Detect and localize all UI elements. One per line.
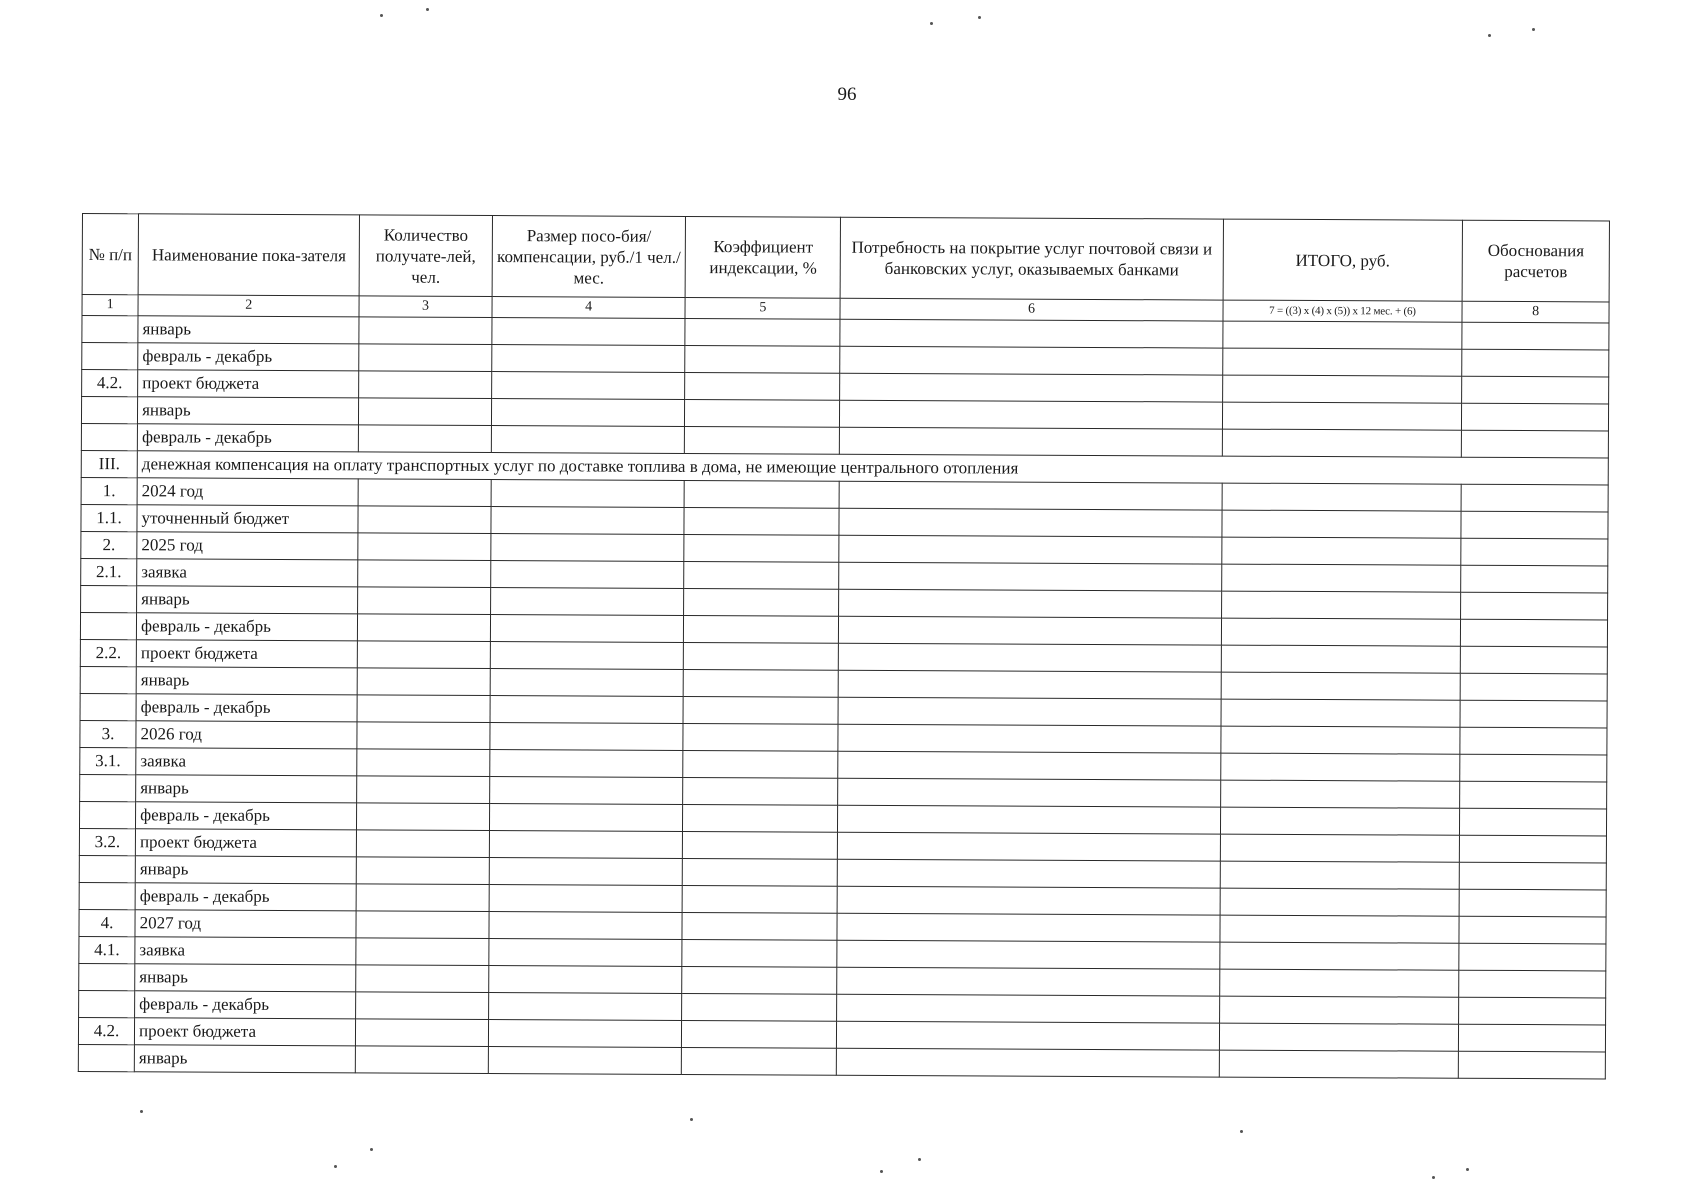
row-name: январь <box>135 856 356 884</box>
cell-recipients <box>356 911 489 939</box>
cell-total <box>1222 348 1462 376</box>
row-name: январь <box>138 316 359 344</box>
cell-recipients <box>357 749 490 777</box>
cell-recipients <box>356 1046 489 1074</box>
header-row <box>82 214 1609 302</box>
cell-services-need <box>839 481 1221 510</box>
cell-justification <box>1459 862 1606 890</box>
cell-index-coefficient <box>682 1047 837 1075</box>
row-number <box>80 693 136 720</box>
cell-index-coefficient <box>683 831 838 859</box>
cell-amount <box>491 372 685 400</box>
cell-index-coefficient <box>682 1020 837 1048</box>
cell-services-need <box>838 805 1220 834</box>
cell-recipients <box>359 425 492 453</box>
row-name: январь <box>134 1045 355 1073</box>
cell-recipients <box>357 695 490 723</box>
cell-recipients <box>359 371 492 399</box>
cell-recipients <box>359 398 492 426</box>
cell-amount <box>490 722 684 750</box>
cell-justification <box>1461 484 1608 512</box>
cell-recipients <box>357 776 490 804</box>
cell-services-need <box>838 778 1220 807</box>
scan-speck <box>918 1158 921 1161</box>
cell-justification <box>1460 754 1607 782</box>
header-name: Наименование пока-зателя <box>138 214 360 296</box>
cell-services-need <box>837 913 1219 942</box>
cell-total <box>1221 591 1461 619</box>
table-body-before-section <box>81 316 1609 458</box>
row-name: февраль - декабрь <box>137 424 358 452</box>
header-num: № п/п <box>82 214 138 295</box>
column-number: 4 <box>492 297 686 319</box>
row-name: февраль - декабрь <box>135 883 356 911</box>
column-number: 6 <box>840 298 1222 321</box>
row-number <box>80 774 136 801</box>
cell-justification <box>1460 673 1607 701</box>
header-index-coefficient: Коэффициент индексации, % <box>686 216 841 298</box>
cell-total <box>1219 1023 1459 1051</box>
cell-index-coefficient <box>685 345 840 373</box>
cell-index-coefficient <box>683 723 838 751</box>
cell-total <box>1221 618 1461 646</box>
row-name: заявка <box>137 559 358 587</box>
budget-table-container <box>78 213 1610 1079</box>
cell-total <box>1219 969 1459 997</box>
cell-total <box>1222 483 1462 511</box>
cell-index-coefficient <box>684 561 839 589</box>
scan-speck <box>1240 1130 1243 1133</box>
cell-justification <box>1462 403 1609 431</box>
cell-justification <box>1459 889 1606 917</box>
cell-total <box>1220 726 1460 754</box>
cell-index-coefficient <box>683 696 838 724</box>
cell-total <box>1222 429 1462 457</box>
cell-amount <box>489 803 683 831</box>
cell-services-need <box>840 373 1222 402</box>
cell-amount <box>490 749 684 777</box>
cell-justification <box>1460 835 1607 863</box>
row-number <box>79 882 135 909</box>
row-name: проект бюджета <box>136 640 357 668</box>
row-name: 2024 год <box>137 478 358 506</box>
cell-total <box>1219 996 1459 1024</box>
cell-index-coefficient <box>683 858 838 886</box>
cell-justification <box>1461 430 1608 458</box>
cell-total <box>1220 888 1460 916</box>
scan-speck <box>1432 1176 1435 1179</box>
cell-services-need <box>839 562 1221 591</box>
row-number <box>79 855 135 882</box>
scan-speck <box>426 8 429 11</box>
row-number <box>82 316 138 343</box>
row-name: январь <box>138 397 359 425</box>
row-number: 4.2. <box>78 1017 134 1044</box>
cell-total <box>1219 1050 1459 1078</box>
cell-amount <box>490 615 684 643</box>
row-name: январь <box>135 964 356 992</box>
cell-recipients <box>358 641 491 669</box>
row-number: 4.1. <box>79 936 135 963</box>
cell-services-need <box>838 832 1220 861</box>
column-number: 5 <box>685 297 840 319</box>
cell-recipients <box>358 506 491 534</box>
row-name: проект бюджета <box>134 1018 355 1046</box>
cell-justification <box>1461 538 1608 566</box>
cell-total <box>1222 375 1462 403</box>
scan-speck <box>930 22 933 25</box>
header-amount: Размер посо-бия/компенсации, руб./1 чел./мес. <box>492 216 686 298</box>
cell-index-coefficient <box>682 993 837 1021</box>
cell-total <box>1221 672 1461 700</box>
cell-justification <box>1459 1024 1606 1052</box>
cell-index-coefficient <box>682 966 837 994</box>
cell-recipients <box>357 722 490 750</box>
scan-speck <box>880 1170 883 1173</box>
cell-services-need <box>840 427 1222 456</box>
cell-justification <box>1461 592 1608 620</box>
cell-recipients <box>356 992 489 1020</box>
cell-justification <box>1460 727 1607 755</box>
row-name: февраль - декабрь <box>136 802 357 830</box>
cell-total <box>1219 942 1459 970</box>
cell-amount <box>490 561 684 589</box>
cell-amount <box>491 426 685 454</box>
cell-amount <box>488 1019 682 1047</box>
scan-speck <box>978 16 981 19</box>
cell-services-need <box>838 724 1220 753</box>
cell-recipients <box>359 317 492 345</box>
row-name: проект бюджета <box>135 829 356 857</box>
cell-recipients <box>358 560 491 588</box>
cell-recipients <box>358 614 491 642</box>
scan-speck <box>1466 1168 1469 1171</box>
cell-services-need <box>837 1021 1219 1050</box>
cell-services-need <box>839 643 1221 672</box>
cell-index-coefficient <box>682 912 837 940</box>
cell-index-coefficient <box>683 885 838 913</box>
cell-services-need <box>839 508 1221 537</box>
cell-recipients <box>357 668 490 696</box>
row-name: заявка <box>136 748 357 776</box>
row-name: уточненный бюджет <box>137 505 358 533</box>
row-number <box>79 963 135 990</box>
cell-index-coefficient <box>682 939 837 967</box>
scan-speck <box>140 1110 143 1113</box>
cell-index-coefficient <box>685 426 840 454</box>
row-number <box>82 343 138 370</box>
cell-services-need <box>840 346 1222 375</box>
cell-justification <box>1462 322 1609 350</box>
cell-services-need <box>839 589 1221 618</box>
cell-total <box>1221 645 1461 673</box>
row-name: февраль - декабрь <box>138 343 359 371</box>
cell-justification <box>1462 376 1609 404</box>
cell-services-need <box>837 994 1219 1023</box>
cell-services-need <box>837 1048 1219 1077</box>
cell-total <box>1222 321 1462 349</box>
cell-amount <box>492 318 686 346</box>
row-name: 2026 год <box>136 721 357 749</box>
cell-total <box>1222 402 1462 430</box>
scan-speck <box>1488 34 1491 37</box>
cell-amount <box>490 668 684 696</box>
row-name: заявка <box>135 937 356 965</box>
scan-speck <box>690 1118 693 1121</box>
scan-speck <box>334 1165 337 1168</box>
column-number: 8 <box>1462 301 1609 323</box>
row-number: 3.1. <box>80 747 136 774</box>
cell-recipients <box>356 884 489 912</box>
column-number: 1 <box>82 295 138 316</box>
cell-index-coefficient <box>683 777 838 805</box>
cell-justification <box>1462 349 1609 377</box>
cell-justification <box>1461 511 1608 539</box>
cell-services-need <box>838 751 1220 780</box>
header-recipients: Количество получате-лей, чел. <box>359 215 492 297</box>
cell-recipients <box>357 830 490 858</box>
cell-recipients <box>358 587 491 615</box>
row-number: 1. <box>81 477 137 504</box>
row-name: проект бюджета <box>138 370 359 398</box>
row-number: 2.2. <box>80 639 136 666</box>
cell-amount <box>489 884 683 912</box>
cell-total <box>1221 564 1461 592</box>
cell-index-coefficient <box>685 480 840 508</box>
page-number: 96 <box>837 84 857 105</box>
row-number: 2.1. <box>81 558 137 585</box>
row-number <box>81 585 137 612</box>
cell-justification <box>1459 997 1606 1025</box>
cell-justification <box>1459 970 1606 998</box>
cell-amount <box>489 911 683 939</box>
row-number <box>80 612 136 639</box>
cell-amount <box>488 1046 682 1074</box>
cell-services-need <box>838 859 1220 888</box>
cell-amount <box>488 992 682 1020</box>
scan-speck <box>1532 28 1535 31</box>
row-name: февраль - декабрь <box>136 613 357 641</box>
row-number: 3.2. <box>79 828 135 855</box>
cell-services-need <box>837 967 1219 996</box>
cell-justification <box>1461 619 1608 647</box>
row-name: февраль - декабрь <box>135 991 356 1019</box>
section-title: денежная компенсация на оплату транспортных услуг по доставке топлива в дома, не имеющие центрального отопления <box>137 451 1608 485</box>
cell-amount <box>489 938 683 966</box>
cell-amount <box>491 507 685 535</box>
cell-total <box>1220 753 1460 781</box>
cell-services-need <box>838 697 1220 726</box>
cell-justification <box>1460 646 1607 674</box>
row-number <box>80 666 136 693</box>
row-number <box>79 801 135 828</box>
section-number: III. <box>81 450 137 477</box>
row-number <box>79 990 135 1017</box>
cell-amount <box>491 399 685 427</box>
row-number: 4. <box>79 909 135 936</box>
scan-speck <box>370 1148 373 1151</box>
cell-services-need <box>839 670 1221 699</box>
cell-amount <box>489 776 683 804</box>
cell-recipients <box>356 938 489 966</box>
cell-index-coefficient <box>683 750 838 778</box>
cell-recipients <box>358 479 491 507</box>
header-total: ИТОГО, руб. <box>1223 219 1463 301</box>
cell-amount <box>491 480 685 508</box>
cell-index-coefficient <box>683 804 838 832</box>
row-name: январь <box>136 667 357 695</box>
row-number: 3. <box>80 720 136 747</box>
column-number: 3 <box>359 296 492 318</box>
cell-total <box>1222 510 1462 538</box>
row-number <box>78 1044 134 1071</box>
cell-index-coefficient <box>685 399 840 427</box>
cell-amount <box>488 965 682 993</box>
cell-justification <box>1461 565 1608 593</box>
row-number: 2. <box>81 531 137 558</box>
row-name: январь <box>137 586 358 614</box>
cell-services-need <box>840 400 1222 429</box>
header-services-need: Потребность на покрытие услуг почтовой связи и банковских услуг, оказываемых банками <box>840 217 1223 300</box>
budget-table <box>78 213 1610 1079</box>
cell-index-coefficient <box>684 507 839 535</box>
scan-speck <box>380 14 383 17</box>
cell-recipients <box>359 344 492 372</box>
cell-services-need <box>840 319 1222 348</box>
cell-recipients <box>356 965 489 993</box>
cell-index-coefficient <box>684 615 839 643</box>
column-number-formula: 7 = ((3) x (4) x (5)) x 12 мес. + (6) <box>1223 300 1463 322</box>
table-body-after-section <box>78 477 1608 1078</box>
cell-total <box>1220 861 1460 889</box>
cell-amount <box>490 641 684 669</box>
cell-index-coefficient <box>684 642 839 670</box>
cell-amount <box>490 588 684 616</box>
row-number: 1.1. <box>81 504 137 531</box>
cell-recipients <box>356 1019 489 1047</box>
header-justification: Обоснования расчетов <box>1462 220 1609 302</box>
cell-recipients <box>356 857 489 885</box>
cell-justification <box>1460 700 1607 728</box>
cell-amount <box>490 695 684 723</box>
cell-amount <box>489 857 683 885</box>
cell-total <box>1220 807 1460 835</box>
row-number: 4.2. <box>82 370 138 397</box>
cell-index-coefficient <box>685 318 840 346</box>
cell-amount <box>491 345 685 373</box>
row-name: февраль - декабрь <box>136 694 357 722</box>
cell-total <box>1220 780 1460 808</box>
cell-recipients <box>358 533 491 561</box>
cell-total <box>1220 915 1460 943</box>
row-number <box>81 423 137 450</box>
cell-amount <box>489 830 683 858</box>
cell-justification <box>1460 808 1607 836</box>
cell-index-coefficient <box>685 372 840 400</box>
cell-recipients <box>357 803 490 831</box>
cell-services-need <box>837 940 1219 969</box>
row-name: 2025 год <box>137 532 358 560</box>
cell-services-need <box>839 535 1221 564</box>
cell-justification <box>1459 916 1606 944</box>
cell-justification <box>1459 943 1606 971</box>
cell-justification <box>1460 781 1607 809</box>
cell-index-coefficient <box>684 669 839 697</box>
cell-justification <box>1458 1051 1605 1079</box>
cell-total <box>1220 834 1460 862</box>
cell-total <box>1221 699 1461 727</box>
cell-total <box>1221 537 1461 565</box>
column-number: 2 <box>138 295 359 317</box>
row-number <box>81 397 137 424</box>
row-name: январь <box>136 775 357 803</box>
cell-amount <box>491 534 685 562</box>
cell-index-coefficient <box>684 534 839 562</box>
cell-index-coefficient <box>684 588 839 616</box>
row-name: 2027 год <box>135 910 356 938</box>
cell-services-need <box>839 616 1221 645</box>
cell-services-need <box>837 886 1219 915</box>
